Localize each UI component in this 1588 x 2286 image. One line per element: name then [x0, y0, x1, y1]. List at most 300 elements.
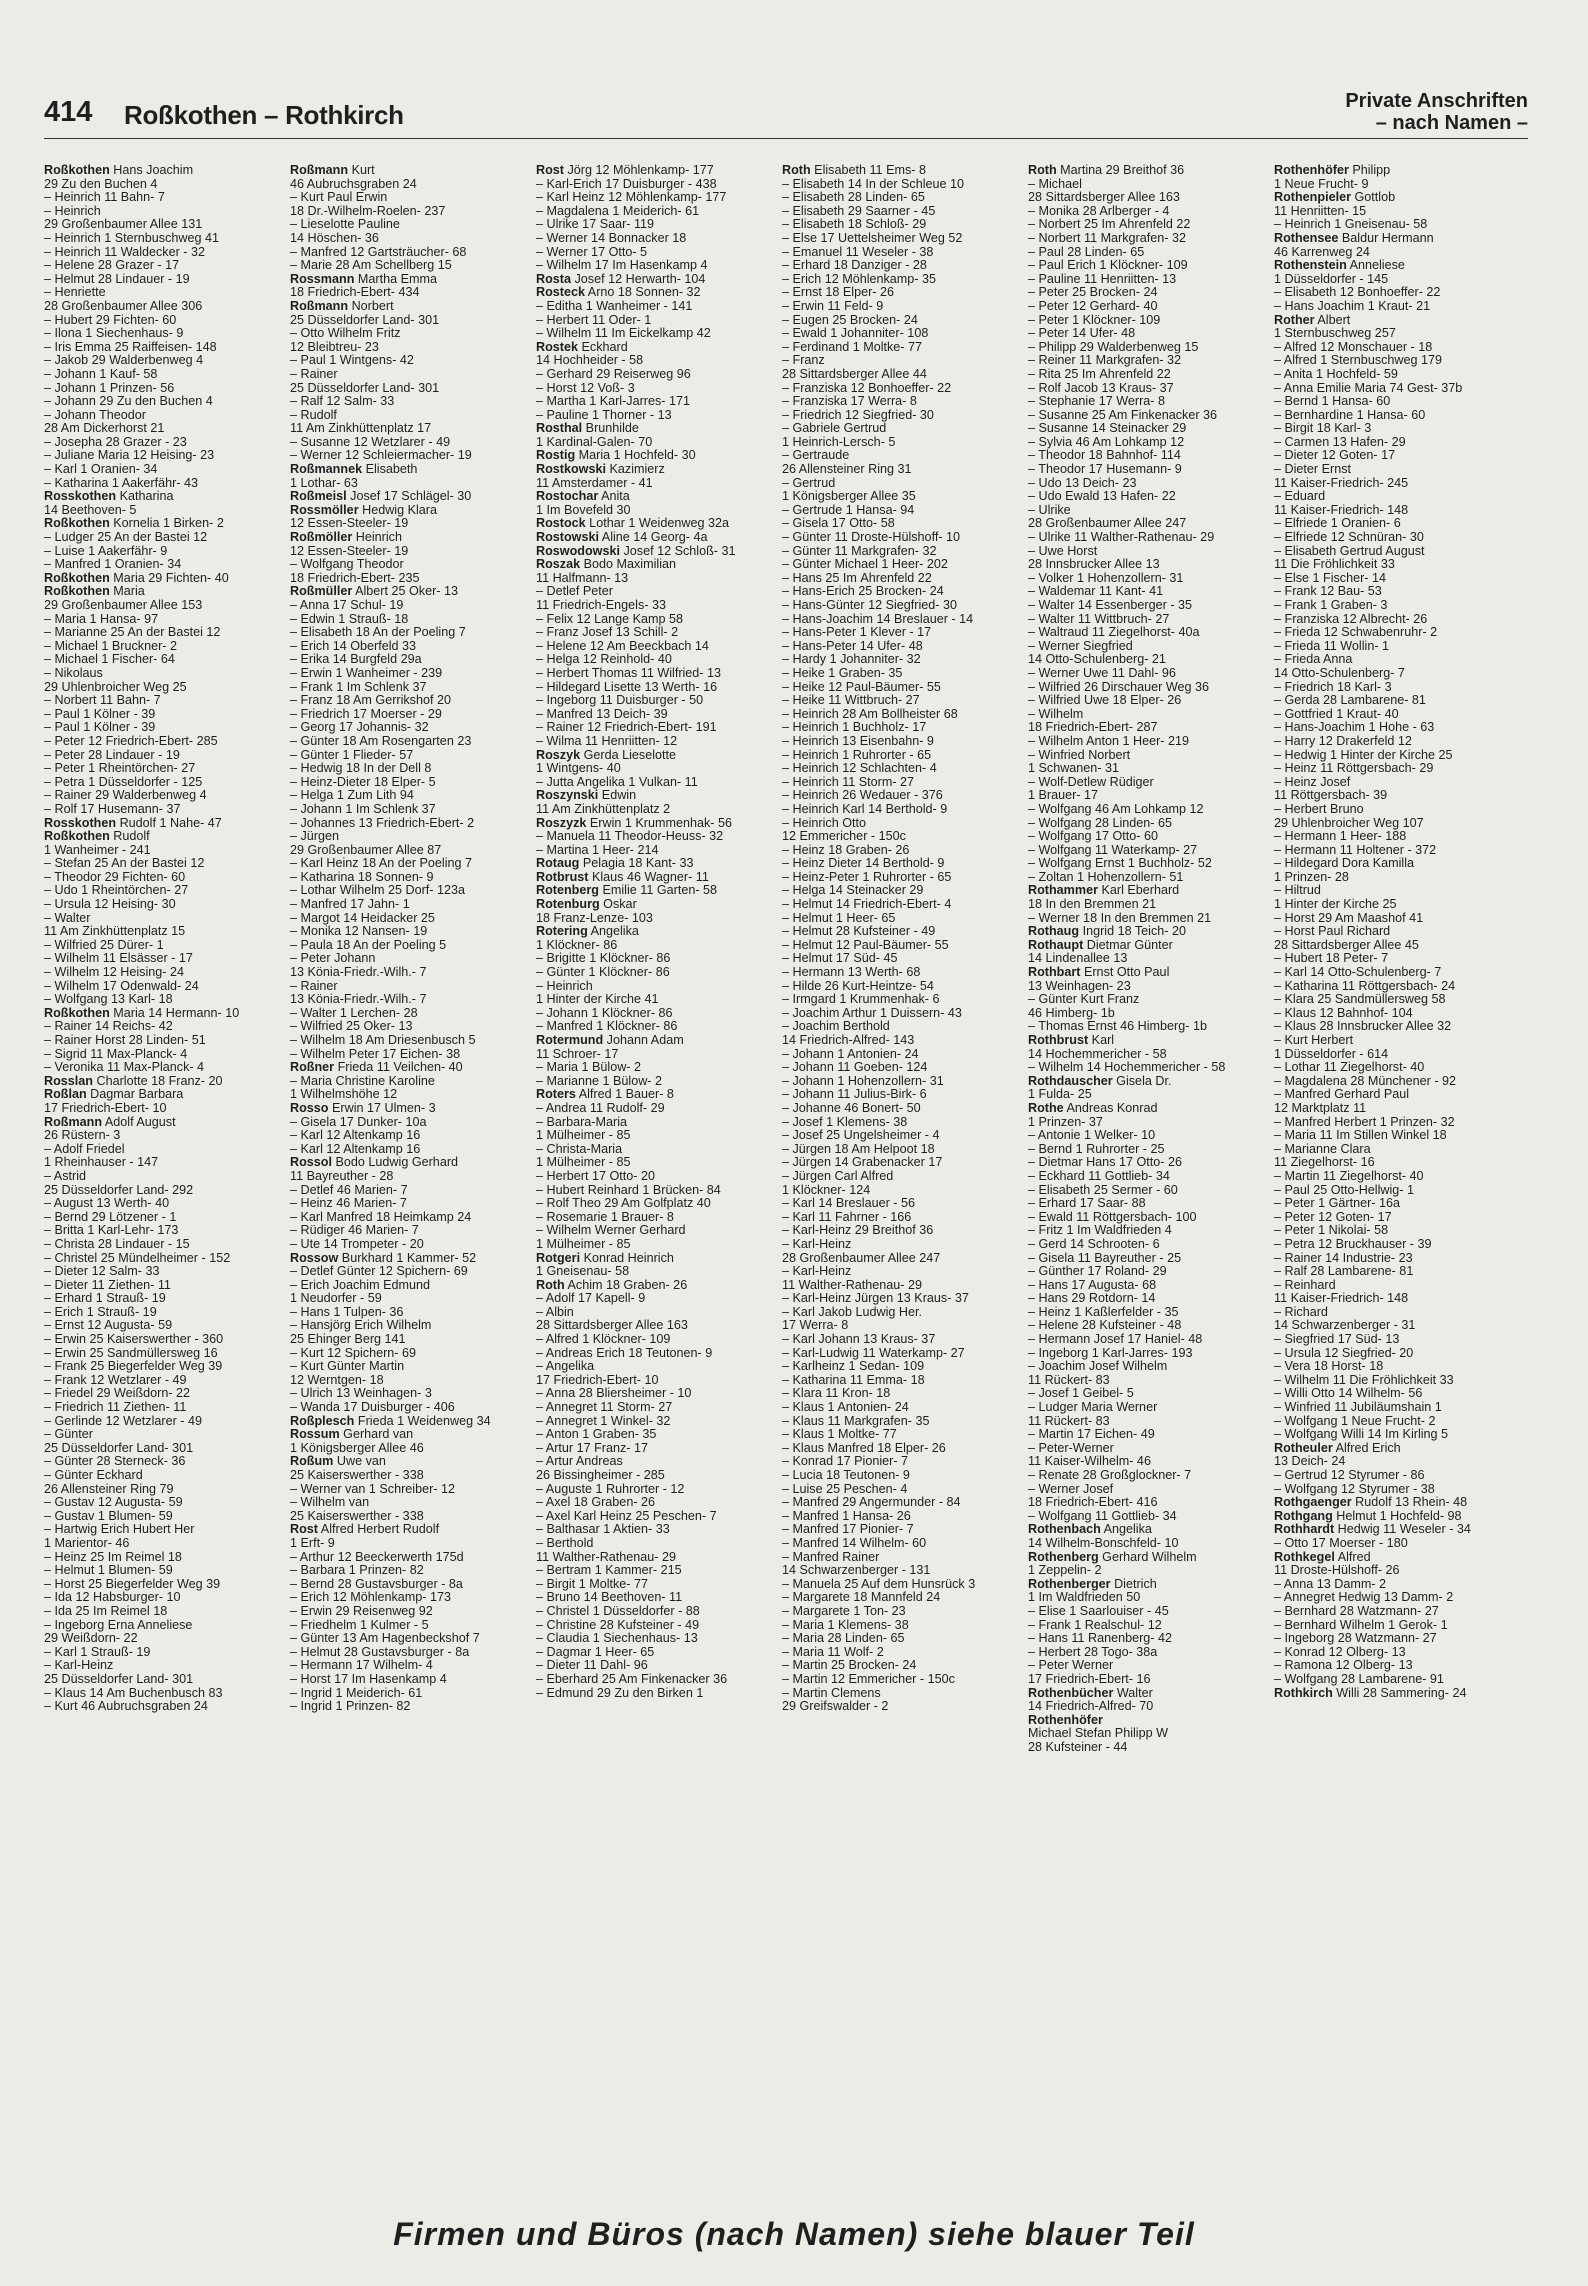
- listing-line: – Johannes 13 Friedrich-Ebert- 2: [290, 816, 475, 830]
- listing-line: – Friedhelm 1 Kulmer - 5: [290, 1618, 429, 1632]
- listing-line: Rosslan Charlotte 18 Franz- 20: [44, 1074, 223, 1088]
- listing-line: – Erwin 25 Kaiserswerther - 360: [44, 1333, 224, 1347]
- listing-line: – Peter 25 Brocken- 24: [1028, 286, 1158, 300]
- listing-line: 18 Friedrich-Ebert- 287: [1028, 721, 1158, 735]
- listing-line: – Margarete 18 Mannfeld 24: [782, 1591, 941, 1605]
- listing-line: – Heinz Josef: [1274, 775, 1351, 789]
- listing-line: – Bernhard Wilhelm 1 Gerok- 1: [1274, 1618, 1448, 1632]
- listing-line: – Barbara 1 Prinzen- 82: [290, 1564, 424, 1578]
- listing-line: Roßkothen Rudolf: [44, 830, 150, 844]
- listing-line: – Hardy 1 Johanniter- 32: [782, 653, 921, 667]
- listing-line: 26 Bissingheimer - 285: [536, 1469, 665, 1482]
- listing-line: – Sylvia 46 Am Lohkamp 12: [1028, 435, 1185, 449]
- listing-line: – Heinz-Dieter 18 Elper- 5: [290, 775, 436, 789]
- listing-line: Rothaupt Dietmar Günter: [1028, 938, 1173, 952]
- listing-line: – Marianne 25 An der Bastei 12: [44, 626, 221, 640]
- listing-line: Roßum Uwe van: [290, 1455, 386, 1469]
- listing-line: Rotering Angelika: [536, 925, 639, 939]
- listing-line: – Walter 14 Essenberger - 35: [1028, 599, 1193, 612]
- listing-line: – Karl 12 Altenkamp 16: [290, 1142, 421, 1156]
- listing-line: – Gustav 1 Blumen- 59: [44, 1509, 173, 1523]
- listing-line: – Zoltan 1 Hohenzollern- 51: [1028, 870, 1184, 884]
- listing-line: – Heinz 46 Marien- 7: [290, 1197, 407, 1211]
- listing-line: – Hedwig 18 In der Dell 8: [290, 762, 432, 776]
- listing-line: – Helmut 17 Süd- 45: [782, 952, 898, 966]
- listing-line: Rother Albert: [1274, 313, 1351, 327]
- listing-line: – Peter 12 Friedrich-Ebert- 285: [44, 734, 218, 748]
- listing-line: – Lieselotte Pauline: [290, 218, 400, 232]
- listing-line: – Helmut 14 Friedrich-Ebert- 4: [782, 898, 952, 912]
- listing-line: – Horst Paul Richard: [1274, 925, 1391, 939]
- listing-line: – Heinrich: [44, 204, 101, 218]
- listing-line: – Dieter 12 Salm- 33: [44, 1265, 160, 1279]
- listing-line: 14 Otto-Schulenberg- 21: [1028, 653, 1166, 667]
- listing-line: Rost Alfred Herbert Rudolf: [290, 1523, 440, 1537]
- listing-line: – Helene 28 Kufsteiner - 48: [1028, 1319, 1182, 1333]
- listing-line: – Karl 14 Otto-Schulenberg- 7: [1274, 966, 1442, 980]
- listing-line: 14 Beethoven- 5: [44, 503, 137, 517]
- listing-line: – Maria Christine Karoline: [290, 1074, 435, 1088]
- listing-line: – Gerlinde 12 Wetzlarer - 49: [44, 1414, 202, 1428]
- listing-line: 1 Hinter der Kirche 25: [1274, 898, 1397, 912]
- listing-line: – Michael 1 Bruckner- 2: [44, 639, 177, 653]
- listing-line: – Wolfgang 46 Am Lohkamp 12: [1028, 802, 1204, 816]
- listing-line: – Ulrike 11 Walther-Rathenau- 29: [1028, 531, 1215, 545]
- listing-line: – Heike 11 Wittbruch- 27: [782, 694, 920, 708]
- listing-line: – Klara 11 Kron- 18: [782, 1387, 891, 1401]
- listing-line: – Theodor 17 Husemann- 9: [1028, 463, 1182, 477]
- listing-line: – Philipp 29 Walderbenweg 15: [1028, 340, 1199, 354]
- listing-line: – Lothar Wilhelm 25 Dorf- 123a: [290, 884, 465, 898]
- listing-line: – Elfriede 1 Oranien- 6: [1274, 517, 1401, 531]
- listing-line: – Gertraude: [782, 449, 850, 463]
- listing-line: – Karl Heinz 12 Möhlenkamp- 177: [536, 191, 727, 205]
- listing-line: Roßmann Adolf August: [44, 1115, 176, 1129]
- listing-line: Roßmeisl Josef 17 Schlägel- 30: [290, 490, 472, 504]
- listing-line: – Heinrich 1 Ruhrorter - 65: [782, 748, 932, 762]
- listing-line: – Heinrich 1 Sternbuschweg 41: [44, 231, 220, 245]
- listing-line: Rothgang Helmut 1 Hochfeld- 98: [1274, 1509, 1462, 1523]
- listing-line: 1 Gneisenau- 58: [536, 1265, 630, 1279]
- listing-line: – Paul 25 Otto-Hellwig- 1: [1274, 1183, 1414, 1197]
- listing-line: Roszyk Gerda Lieselotte: [536, 748, 677, 762]
- listing-line: – Josepha 28 Grazer - 23: [44, 435, 187, 449]
- listing-line: – Friedrich 17 Moerser - 29: [290, 707, 442, 721]
- listing-line: – Dagmar 1 Heer- 65: [536, 1645, 655, 1659]
- listing-line: – Willi Otto 14 Wilhelm- 56: [1274, 1387, 1423, 1401]
- listing-line: – Adolf Friedel: [44, 1142, 125, 1156]
- listing-line: – Elisabeth 29 Saarner - 45: [782, 204, 936, 218]
- listing-line: – Katharina 1 Aakerfähr- 43: [44, 476, 199, 490]
- listing-line: – Johanne 46 Bonert- 50: [782, 1101, 921, 1115]
- listing-line: – Martin 11 Ziegelhorst- 40: [1274, 1169, 1424, 1183]
- listing-line: – Karl-Heinz: [782, 1237, 852, 1251]
- listing-line: 11 Droste-Hülshoff- 26: [1274, 1564, 1400, 1578]
- listing-line: – Ralf 12 Salm- 33: [290, 395, 395, 409]
- listing-line: 46 Himberg- 1b: [1028, 1006, 1115, 1020]
- listing-line: – Helmut 1 Blumen- 59: [44, 1564, 173, 1578]
- listing-line: – Bertram 1 Kammer- 215: [536, 1564, 682, 1578]
- listing-line: – Karl 1 Oranien- 34: [44, 463, 158, 477]
- listing-line: 1 Hinter der Kirche 41: [536, 993, 659, 1007]
- listing-line: – Kurt 12 Spichern- 69: [290, 1346, 417, 1360]
- listing-line: – Heinrich 11 Bahn- 7: [44, 191, 165, 205]
- listing-line: – Antonie 1 Welker- 10: [1028, 1129, 1156, 1143]
- listing-line: – Anna 13 Damm- 2: [1274, 1577, 1387, 1591]
- listing-line: 12 Werntgen- 18: [290, 1373, 384, 1387]
- listing-line: – Herbert 11 Oder- 1: [536, 313, 652, 327]
- listing-line: – Margarete 1 Ton- 23: [782, 1604, 906, 1618]
- listing-line: 28 Innsbrucker Allee 13: [1028, 558, 1160, 572]
- listing-line: – Karl Manfred 18 Heimkamp 24: [290, 1210, 472, 1224]
- listing-line: 18 Friedrich-Ebert- 235: [290, 571, 420, 585]
- listing-line: – Frieda Anna: [1274, 653, 1353, 667]
- listing-line: – Heinrich Otto: [782, 816, 866, 830]
- listing-line: – Ewald 11 Röttgersbach- 100: [1028, 1210, 1197, 1224]
- listing-line: 11 Halfmann- 13: [536, 571, 629, 585]
- listing-line: 11 Friedrich-Engels- 33: [536, 599, 666, 612]
- listing-line: – Manfred 29 Angermunder - 84: [782, 1496, 961, 1510]
- listing-line: – Iris Emma 25 Raiffeisen- 148: [44, 340, 217, 354]
- listing-line: – Bernhardine 1 Hansa- 60: [1274, 408, 1426, 422]
- listing-line: – Manfred 13 Deich- 39: [536, 707, 668, 721]
- listing-line: – Dieter 12 Goten- 17: [1274, 449, 1396, 463]
- listing-line: 29 Zu den Buchen 4: [44, 177, 158, 191]
- listing-line: – Martin 25 Brocken- 24: [782, 1659, 917, 1673]
- listing-line: – Erwin 29 Reisenweg 92: [290, 1604, 433, 1618]
- listing-line: – Juliane Maria 12 Heising- 23: [44, 449, 215, 463]
- listing-line: – Susanne 14 Steinacker 29: [1028, 422, 1187, 436]
- listing-line: 25 Düsseldorfer Land- 292: [44, 1183, 194, 1197]
- listing-line: Roth Elisabeth 11 Ems- 8: [782, 164, 926, 177]
- listing-line: – Wilhelm 11 Elsässer - 17: [44, 952, 193, 966]
- listing-line: – Erich 1 Strauß- 19: [44, 1305, 157, 1319]
- listing-line: – Monika 12 Nansen- 19: [290, 925, 428, 939]
- listing-line: 1 Mülheimer - 85: [536, 1129, 631, 1143]
- listing-line: 25 Ehinger Berg 141: [290, 1333, 406, 1347]
- listing-line: – Rainer 12 Friedrich-Ebert- 191: [536, 721, 717, 735]
- listing-line: – Eugen 25 Brocken- 24: [782, 313, 918, 327]
- listing-line: 18 Friedrich-Ebert- 434: [290, 286, 420, 300]
- listing-line: – Hildegard Dora Kamilla: [1274, 857, 1414, 871]
- listing-line: – Elisabeth 28 Linden- 65: [782, 191, 925, 205]
- listing-line: 14 Hochemmericher - 58: [1028, 1047, 1167, 1061]
- listing-line: – Klaus Manfred 18 Elper- 26: [782, 1441, 946, 1455]
- directory-column-3: [536, 164, 776, 2154]
- listing-line: – Walter 1 Lerchen- 28: [290, 1006, 418, 1020]
- listing-line: – Karl-Heinz 29 Breithof 36: [782, 1224, 934, 1238]
- listing-line: 14 Friedrich-Alfred- 70: [1028, 1700, 1154, 1714]
- listing-line: 11 Die Fröhlichkeit 33: [1274, 558, 1395, 572]
- listing-line: – Petra 12 Bruckhauser - 39: [1274, 1237, 1432, 1251]
- listing-line: – Klaus 1 Moltke- 77: [782, 1428, 897, 1442]
- listing-line: – Anna 28 Bliersheimer - 10: [536, 1387, 692, 1401]
- listing-line: Roßmüller Albert 25 Oker- 13: [290, 585, 458, 599]
- listing-line: – Herbert Thomas 11 Wilfried- 13: [536, 666, 722, 680]
- listing-line: – Gertrud 12 Styrumer - 86: [1274, 1469, 1425, 1482]
- listing-line: – Ferdinand 1 Moltke- 77: [782, 340, 923, 354]
- listing-line: – Georg 17 Johannis- 32: [290, 721, 429, 735]
- listing-line: – Hildegard Lisette 13 Werth- 16: [536, 680, 718, 694]
- page-header: [44, 86, 1528, 139]
- listing-line: 12 Essen-Steeler- 19: [290, 517, 409, 531]
- listing-line: – Klaus 1 Antonien- 24: [782, 1401, 909, 1415]
- listing-line: Roßmöller Heinrich: [290, 531, 402, 545]
- listing-line: – Christa 28 Lindauer - 15: [44, 1237, 190, 1251]
- listing-line: – Josef 1 Geibel- 5: [1028, 1387, 1134, 1401]
- listing-line: 11 Kaiser-Friedrich- 148: [1274, 503, 1409, 517]
- listing-line: – Manfred Gerhard Paul: [1274, 1088, 1410, 1102]
- listing-line: – Herbert 28 Togo- 38a: [1028, 1645, 1158, 1659]
- listing-line: 1 Königsberger Allee 35: [782, 490, 916, 504]
- listing-line: 1 Düsseldorfer - 614: [1274, 1047, 1389, 1061]
- listing-line: 28 Großenbaumer Allee 306: [44, 299, 203, 313]
- listing-line: – Jürgen: [290, 830, 340, 844]
- section-label: [1345, 90, 1528, 134]
- listing-line: – Maria 28 Linden- 65: [782, 1632, 905, 1646]
- listing-line: – Otto 17 Moerser - 180: [1274, 1536, 1408, 1550]
- listing-line: 1 Mülheimer - 85: [536, 1156, 631, 1170]
- listing-line: Roßlan Dagmar Barbara: [44, 1088, 184, 1102]
- listing-line: 25 Düsseldorfer Land- 301: [44, 1672, 194, 1686]
- listing-line: – Manuela 25 Auf dem Hunsrück 3: [782, 1577, 976, 1591]
- listing-line: Rothenpieler Gottlob: [1274, 191, 1396, 205]
- listing-line: – Friedel 29 Weißdorn- 22: [44, 1387, 191, 1401]
- listing-line: – Jakob 29 Walderbenweg 4: [44, 354, 204, 368]
- listing-line: – Martin 12 Emmericher - 150c: [782, 1672, 955, 1686]
- listing-line: – Josef 25 Ungelsheimer - 4: [782, 1129, 940, 1143]
- listing-line: – Karl-Heinz Jürgen 13 Kraus- 37: [782, 1292, 969, 1306]
- listing-line: – Renate 28 Großglockner- 7: [1028, 1469, 1192, 1482]
- listing-line: – Annegret 11 Storm- 27: [536, 1401, 673, 1415]
- listing-line: – Günter Michael 1 Heer- 202: [782, 558, 948, 572]
- listing-line: – Frank 1 Realschul- 12: [1028, 1618, 1162, 1632]
- listing-line: – Heinrich 28 Am Bollheister 68: [782, 707, 958, 721]
- listing-line: – Bruno 14 Beethoven- 11: [536, 1591, 683, 1605]
- listing-line: – Heinz 25 Im Reimel 18: [44, 1550, 182, 1564]
- listing-line: – Rainer Horst 28 Linden- 51: [44, 1034, 206, 1047]
- listing-line: – Edwin 1 Strauß- 18: [290, 612, 409, 626]
- listing-line: – Ida 25 Im Reimel 18: [44, 1604, 168, 1618]
- listing-line: – Ralf 28 Lambarene- 81: [1274, 1265, 1414, 1279]
- listing-line: 11 Amsterdamer - 41: [536, 476, 653, 490]
- listing-line: – Elfriede 12 Schnüran- 30: [1274, 531, 1424, 545]
- listing-line: – Paul 1 Wintgens- 42: [290, 354, 414, 368]
- listing-line: – Eduard: [1274, 490, 1326, 504]
- listing-line: – Günter 11 Droste-Hülshoff- 10: [782, 531, 961, 545]
- listing-line: – Norbert 11 Bahn- 7: [44, 694, 161, 708]
- listing-line: Rothaug Ingrid 18 Teich- 20: [1028, 925, 1186, 939]
- listing-line: – Heinrich 1 Buchholz- 17: [782, 721, 927, 735]
- listing-line: – Otto Wilhelm Fritz: [290, 327, 401, 341]
- listing-line: – Barbara-Maria: [536, 1115, 627, 1129]
- listing-line: 28 Sittardsberger Allee 44: [782, 367, 927, 381]
- listing-line: – Karl 1 Strauß- 19: [44, 1645, 151, 1659]
- listing-line: – Martina 1 Heer- 214: [536, 843, 659, 857]
- listing-line: – Franziska 12 Bonhoeffer- 22: [782, 381, 952, 395]
- listing-line: 1 Düsseldorfer - 145: [1274, 272, 1389, 286]
- listing-line: Rothenbach Angelika: [1028, 1523, 1152, 1537]
- listing-line: 14 Otto-Schulenberg- 7: [1274, 666, 1405, 680]
- listing-line: Rostock Lothar 1 Weidenweg 32a: [536, 517, 729, 531]
- listing-line: 25 Düsseldorfer Land- 301: [290, 313, 440, 327]
- listing-line: 18 In den Bremmen 21: [1028, 898, 1157, 912]
- listing-line: – Manfred 17 Pionier- 7: [782, 1523, 914, 1537]
- listing-line: – Günther 17 Roland- 29: [1028, 1265, 1167, 1279]
- listing-line: – Frank 12 Wetzlarer - 49: [44, 1373, 187, 1387]
- listing-line: – Günter 1 Flieder- 57: [290, 748, 414, 762]
- listing-line: – Erwin 11 Feld- 9: [782, 299, 884, 313]
- listing-line: – Helga 14 Steinacker 29: [782, 884, 924, 898]
- listing-line: – Magdalena 1 Meiderich- 61: [536, 204, 700, 218]
- listing-line: Rossol Bodo Ludwig Gerhard: [290, 1156, 459, 1170]
- listing-line: – Wilhelm 17 Odenwald- 24: [44, 979, 199, 993]
- listing-line: – Else 1 Fischer- 14: [1274, 571, 1386, 585]
- listing-line: 1 Neue Frucht- 9: [1274, 177, 1369, 191]
- listing-line: – Christa-Maria: [536, 1142, 623, 1156]
- listing-line: – Ilona 1 Siechenhaus- 9: [44, 327, 184, 341]
- listing-line: – Susanne 12 Wetzlarer - 49: [290, 435, 451, 449]
- listing-line: – Wilfried 26 Dirschauer Weg 36: [1028, 680, 1210, 694]
- listing-line: – Theodor 18 Bahnhof- 114: [1028, 449, 1181, 463]
- listing-line: – Wolfgang 28 Linden- 65: [1028, 816, 1173, 830]
- listing-line: – Ulrich 13 Weinhagen- 3: [290, 1387, 432, 1401]
- listing-line: – Arthur 12 Beeckerwerth 175d: [290, 1550, 464, 1564]
- listing-line: – Anna 17 Schul- 19: [290, 599, 404, 612]
- listing-line: Rotenburg Oskar: [536, 898, 637, 912]
- listing-line: 25 Kaiserswerther - 338: [290, 1509, 424, 1523]
- listing-line: – Hans Joachim 1 Kraut- 21: [1274, 299, 1431, 313]
- listing-line: – Klaus 14 Am Buchenbusch 83: [44, 1686, 223, 1700]
- listing-line: – Karl Heinz 18 An der Poeling 7: [290, 857, 473, 871]
- listing-line: – Detlef Peter: [536, 585, 614, 599]
- listing-line: – Frieda 12 Schwabenruhr- 2: [1274, 626, 1438, 640]
- listing-line: Rotaug Pelagia 18 Kant- 33: [536, 857, 694, 871]
- listing-line: – Berthold: [536, 1536, 594, 1550]
- listing-line: – Werner Uwe 11 Dahl- 96: [1028, 666, 1176, 680]
- listing-line: – Horst 29 Am Maashof 41: [1274, 911, 1424, 925]
- listing-line: – Astrid: [44, 1169, 86, 1183]
- listing-line: – Erwin 25 Sandmüllersweg 16: [44, 1346, 218, 1360]
- listing-line: – Reinhard: [1274, 1278, 1336, 1292]
- listing-line: 11 Röttgersbach- 39: [1274, 789, 1388, 803]
- listing-line: – Ingeborg 28 Watzmann- 27: [1274, 1632, 1437, 1646]
- listing-line: – Wilfried 25 Dürer- 1: [44, 938, 164, 952]
- listing-line: – Werner 12 Schleiermacher- 19: [290, 449, 472, 463]
- listing-line: – Karl-Heinz: [782, 1265, 852, 1279]
- listing-line: – Katharina 11 Emma- 18: [782, 1373, 925, 1387]
- listing-line: – Marianne Clara: [1274, 1142, 1371, 1156]
- listing-line: – Erich 14 Oberfeld 33: [290, 639, 417, 653]
- listing-line: – Lucia 18 Teutonen- 9: [782, 1469, 910, 1482]
- listing-line: – Konrad 12 Ölberg- 13: [1274, 1645, 1406, 1659]
- listing-line: Rothkirch Willi 28 Sammering- 24: [1274, 1686, 1467, 1700]
- listing-line: Roswodowski Josef 12 Schloß- 31: [536, 544, 736, 558]
- listing-line: – Günter 13 Am Hagenbeckshof 7: [290, 1632, 480, 1646]
- listing-line: 11 Walther-Rathenau- 29: [782, 1278, 923, 1292]
- listing-line: – Günter 18 Am Rosengarten 23: [290, 734, 472, 748]
- listing-line: – Wilhelm van: [290, 1496, 370, 1510]
- listing-line: – Johann 11 Julius-Birk- 6: [782, 1088, 927, 1102]
- listing-line: 26 Allensteiner Ring 79: [44, 1482, 174, 1496]
- listing-line: 12 Bleibtreu- 23: [290, 340, 379, 354]
- listing-line: Roth Martina 29 Breithof 36: [1028, 164, 1185, 177]
- listing-line: – Werner Josef: [1028, 1482, 1114, 1496]
- listing-line: – Klara 25 Sandmüllersweg 58: [1274, 993, 1446, 1007]
- listing-line: – Elisabeth 18 Schloß- 29: [782, 218, 927, 232]
- listing-line: – Norbert 25 Im Ährenfeld 22: [1028, 218, 1191, 232]
- listing-line: – Martin 17 Eichen- 49: [1028, 1428, 1155, 1442]
- listing-line: Rostochar Anita: [536, 490, 630, 504]
- listing-line: 11 Am Zinkhüttenplatz 17: [290, 422, 432, 436]
- listing-line: Rothenberg Gerhard Wilhelm: [1028, 1550, 1197, 1564]
- listing-line: – Rainer: [290, 979, 338, 993]
- listing-line: – Peter 1 Gärtner- 16a: [1274, 1197, 1401, 1211]
- listing-line: – Christine 28 Kufsteiner - 49: [536, 1618, 700, 1632]
- listing-line: – Alfred 1 Klöckner- 109: [536, 1333, 671, 1347]
- listing-line: – Michael 1 Fischer- 64: [44, 653, 175, 667]
- listing-line: – Stephanie 17 Werra- 8: [1028, 395, 1165, 409]
- listing-line: – Paul Erich 1 Klöckner- 109: [1028, 259, 1188, 273]
- listing-line: – Katharina 18 Sonnen- 9: [290, 870, 434, 884]
- listing-line: 11 Rückert- 83: [1028, 1373, 1110, 1387]
- listing-line: – Peter 14 Ufer- 48: [1028, 327, 1136, 341]
- listing-line: – Susanne 25 Am Finkenacker 36: [1028, 408, 1218, 422]
- listing-line: – Jutta Angelika 1 Vulkan- 11: [536, 775, 698, 789]
- listing-line: – Gerd 14 Schrooten- 6: [1028, 1237, 1160, 1251]
- listing-line: 1 Wanheimer - 241: [44, 843, 151, 857]
- listing-line: 18 Friedrich-Ebert- 416: [1028, 1496, 1158, 1510]
- listing-line: – Rüdiger 46 Marien- 7: [290, 1224, 419, 1238]
- listing-line: – Volker 1 Hohenzollern- 31: [1028, 571, 1184, 585]
- listing-line: 14 Höschen- 36: [290, 231, 379, 245]
- listing-line: – Hermann 13 Werth- 68: [782, 966, 921, 980]
- listing-line: – Horst 17 Im Hasenkamp 4: [290, 1672, 447, 1686]
- listing-line: 29 Uhlenbroicher Weg 25: [44, 680, 187, 694]
- listing-line: 13 Weinhagen- 23: [1028, 979, 1131, 993]
- listing-line: 14 Friedrich-Alfred- 143: [782, 1034, 915, 1047]
- listing-line: – Peter 12 Goten- 17: [1274, 1210, 1392, 1224]
- listing-line: – Joachim Arthur 1 Duissern- 43: [782, 1006, 962, 1020]
- listing-line: – Herbert 17 Otto- 20: [536, 1169, 656, 1183]
- listing-line: 1 Lothar- 63: [290, 476, 358, 490]
- listing-line: – Joachim Berthold: [782, 1020, 890, 1034]
- listing-line: – Bernd 29 Lötzener - 1: [44, 1210, 177, 1224]
- listing-line: – Peter 1 Nikolai- 58: [1274, 1224, 1389, 1238]
- listing-line: 1 Erft- 9: [290, 1536, 335, 1550]
- listing-line: 46 Karrenweg 24: [1274, 245, 1370, 259]
- listing-line: – Anna Emilie Maria 74 Gest- 37b: [1274, 381, 1463, 395]
- listing-line: – Wilhelm 18 Am Driesenbusch 5: [290, 1034, 476, 1047]
- listing-line: – Magdalena 28 Münchener - 92: [1274, 1074, 1457, 1088]
- listing-line: – Hans 29 Rotdorn- 14: [1028, 1292, 1156, 1306]
- listing-line: – Wolfgang 17 Otto- 60: [1028, 830, 1158, 844]
- listing-line: Rothbart Ernst Otto Paul: [1028, 966, 1170, 980]
- listing-line: 29 Greifswalder - 2: [782, 1700, 889, 1714]
- listing-line: – Lothar 11 Ziegelhorst- 40: [1274, 1061, 1425, 1075]
- listing-line: – Frieda 11 Wollin- 1: [1274, 639, 1390, 653]
- listing-line: – Eckhard 11 Gottlieb- 34: [1028, 1169, 1170, 1183]
- listing-line: – Hans 1 Tulpen- 36: [290, 1305, 404, 1319]
- listing-line: – Wanda 17 Duisburger - 406: [290, 1401, 455, 1415]
- listing-line: – Karl 12 Altenkamp 16: [290, 1129, 421, 1143]
- listing-line: – Dieter 11 Ziethen- 11: [44, 1278, 171, 1292]
- listing-line: – Kurt Herbert: [1274, 1034, 1354, 1047]
- listing-line: – Maria 11 Im Stillen Winkel 18: [1274, 1129, 1447, 1143]
- listing-line: – Johann Theodor: [44, 408, 146, 422]
- listing-line: – Peter Johann: [290, 952, 376, 966]
- directory-column-2: [290, 164, 530, 2154]
